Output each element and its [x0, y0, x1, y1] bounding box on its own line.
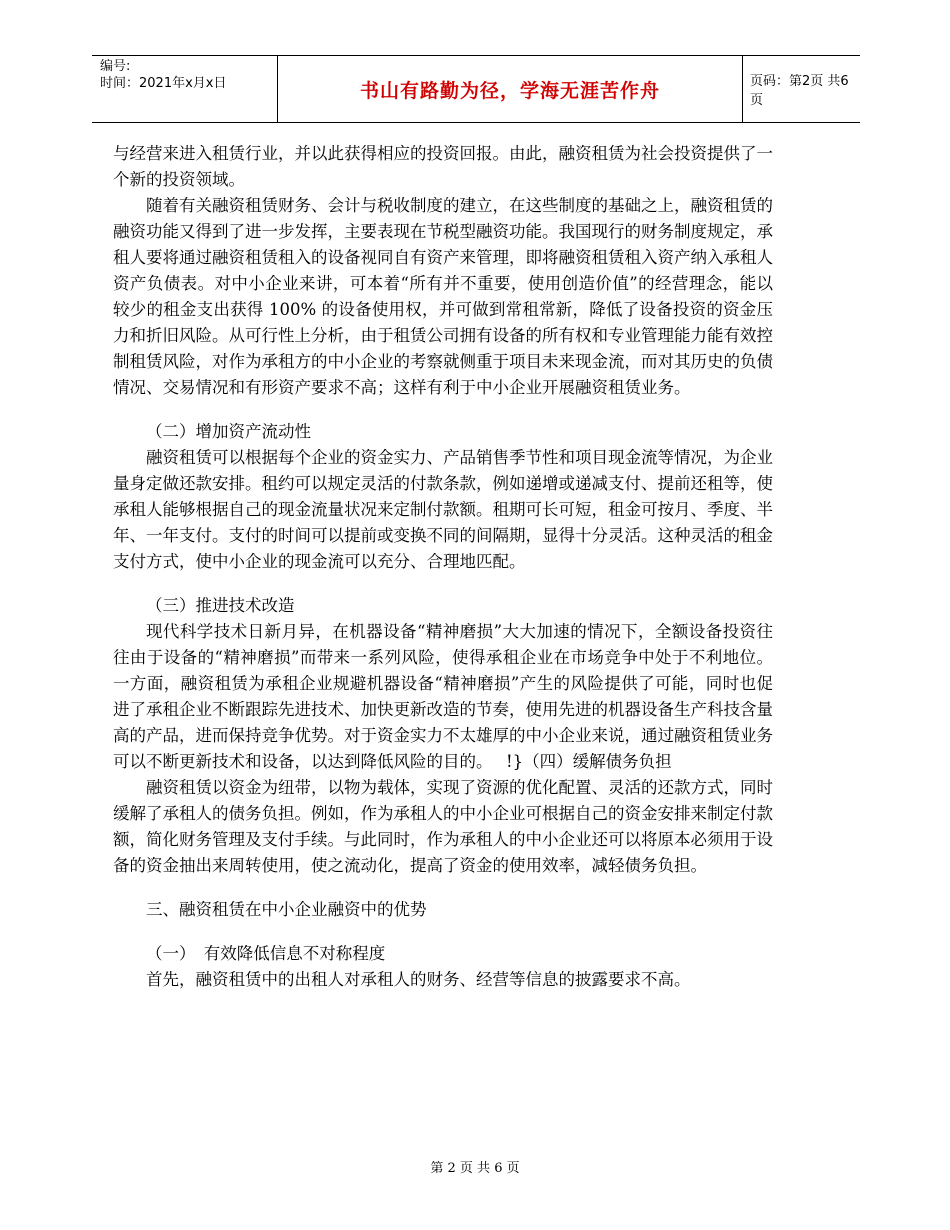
number-label: 编号: — [100, 59, 131, 74]
paragraph: 与经营来进入租赁行业，并以此获得相应的投资回报。由此，融资租赁为社会投资提供了一个新的投资领域。 — [113, 144, 773, 189]
paragraph: 首先，融资租赁中的出租人对承租人的财务、经营等信息的披露要求不高。 — [146, 970, 691, 989]
document-body — [113, 141, 773, 993]
page-footer: 第 2 页 共 6 页 — [430, 1161, 520, 1176]
paragraph: 随着有关融资租赁财务、会计与税收制度的建立，在这些制度的基础之上，融资租赁的融资功能又得到了进一步发挥，主要表现在节税型融资功能。我国现行的财务制度规定，承租人要将通过融资租赁租入的设备视同自有资产来管理，即将融资租赁租入资产纳入承租人资产负债表。对中小企业来讲，可本着“所有并不重要，使用创造价值”的经营理念，能以较少的租金支出获得 100% 的设备使用权，并可做到常租常新，降低了设备投资的资金压力和折旧风险。从可行性上分析，由于租赁公司拥有设备的所有权和专业管理能力能有效控制租赁风险，对作为承租方的中小企业的考察就侧重于项目未来现金流，而对其历史的负债情况、交易情况和有形资产要求不高；这样有利于中小企业开展融资租赁业务。 — [113, 196, 773, 397]
section-heading: （二）增加资产流动性 — [146, 422, 311, 441]
page-header — [92, 55, 860, 123]
header-motto-cell — [278, 56, 743, 122]
paragraph: 融资租赁可以根据每个企业的资金实力、产品销售季节性和项目现金流等情况，为企业量身定做还款安排。租约可以规定灵活的付款条款，例如递增或递减支付、提前还租等，使承租人能够根据自己的现金流量状况来定制付款额。租期可长可短，租金可按月、季度、半年、一年支付。支付的时间可以提前或变换不同的间隔期，显得十分灵活。这种灵活的租金支付方式，使中小企业的现金流可以充分、合理地匹配。 — [113, 448, 773, 571]
section-heading: （一） 有效降低信息不对称程度 — [146, 944, 386, 963]
paragraph: 融资租赁以资金为纽带，以物为载体，实现了资源的优化配置、灵活的还款方式，同时缓解了承租人的债务负担。例如，作为承租人的中小企业可根据自己的资金安排来制定付款额，简化财务管理及支付手续。与此同时，作为承租人的中小企业还可以将原本必须用于设备的资金抽出来周转使用，使之流动化，提高了资金的使用效率，减轻债务负担。 — [113, 778, 773, 875]
section-heading: （三）推进技术改造 — [146, 596, 295, 615]
page-info: 页码：第2页 共6页 — [750, 74, 849, 108]
motto: 书山有路勤为径，学海无涯苦作舟 — [359, 79, 660, 102]
paragraph: 现代科学技术日新月异，在机器设备“精神磨损”大大加速的情况下，全额设备投资往往由于设备的“精神磨损”而带来一系列风险，使得承租企业在市场竞争中处于不利地位。一方面，融资租赁为承租企业规避机器设备“精神磨损”产生的风险提供了可能，同时也促进了承租企业不断跟踪先进技术、加快更新改造的节奏，使用先进的机器设备生产科技含量高的产品，进而保持竞争优势。对于资金实力不太雄厚的中小企业来说，通过融资租赁业务可以不断更新技术和设备，以达到降低风险的目的。 !}（四）缓解债务负担 — [113, 622, 773, 771]
section-heading: 三、融资租赁在中小企业融资中的优势 — [146, 900, 427, 919]
time-label: 时间：2021年x月x日 — [100, 76, 227, 91]
header-meta — [92, 56, 278, 122]
